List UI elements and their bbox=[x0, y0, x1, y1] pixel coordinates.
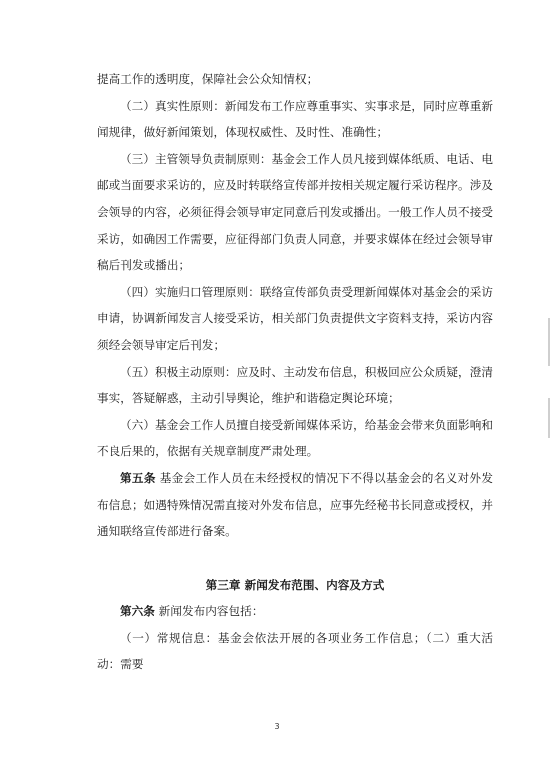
article-6-text: 新闻发布内容包括： bbox=[154, 604, 264, 619]
document-body bbox=[97, 66, 493, 678]
principle-item-2: （二）真实性原则：新闻发布工作应尊重事实、实事求是，同时应尊重新闻规律，做好新闻策划，体现权威性、及时性、准确性； bbox=[97, 98, 493, 140]
principle-item-5: （五）积极主动原则：应及时、主动发布信息，积极回应公众质疑，澄清事实，答疑解惑，主动引导舆论，维护和谐稳定舆论环境； bbox=[97, 364, 493, 406]
content-item-1: （一）常规信息：基金会依法开展的各项业务工作信息；（二）重大活动：需要 bbox=[97, 630, 493, 672]
article-5-text: 基金会工作人员在未经授权的情况下不得以基金会的名义对外发布信息；如遇特殊情况需直接对外发布信息，应事先经秘书长同意或授权，并通知联络宣传部进行备案。 bbox=[97, 470, 493, 539]
chapter-3-title: 第三章 新闻发布范围、内容及方式 bbox=[205, 577, 385, 592]
scan-edge-mark bbox=[548, 318, 550, 366]
principle-item-3: （三）主管领导负责制原则：基金会工作人员凡接到媒体纸质、电话、电邮或当面要求采访的，应及时转联络宣传部并按相关规定履行采访程序。涉及会领导的内容，必须征得会领导审定同意后刊发或播出。一般工作人员不接受采访，如确因工作需要，应征得部门负责人同意，并要求媒体在经过会领导审稿后刊发或播出； bbox=[97, 151, 493, 273]
page-number: 3 bbox=[274, 722, 280, 731]
principle-item-6: （六）基金会工作人员擅自接受新闻媒体采访，给基金会带来负面影响和不良后果的，依据有关规章制度严肃处理。 bbox=[97, 417, 493, 459]
article-5-paragraph bbox=[97, 465, 493, 545]
section-gap bbox=[97, 545, 493, 572]
continuation-paragraph: 提高工作的透明度，保障社会公众知情权； bbox=[97, 72, 319, 86]
principle-item-4: （四）实施归口管理原则：联络宣传部负责受理新闻媒体对基金会的采访申请，协调新闻发言人接受采访，相关部门负责提供文字资料支持，采访内容须经会领导审定后刊发； bbox=[97, 284, 493, 352]
article-6-label: 第六条 bbox=[120, 604, 155, 619]
scan-edge-mark bbox=[548, 398, 550, 438]
article-6-paragraph bbox=[97, 598, 493, 625]
article-5-label: 第五条 bbox=[120, 470, 156, 485]
